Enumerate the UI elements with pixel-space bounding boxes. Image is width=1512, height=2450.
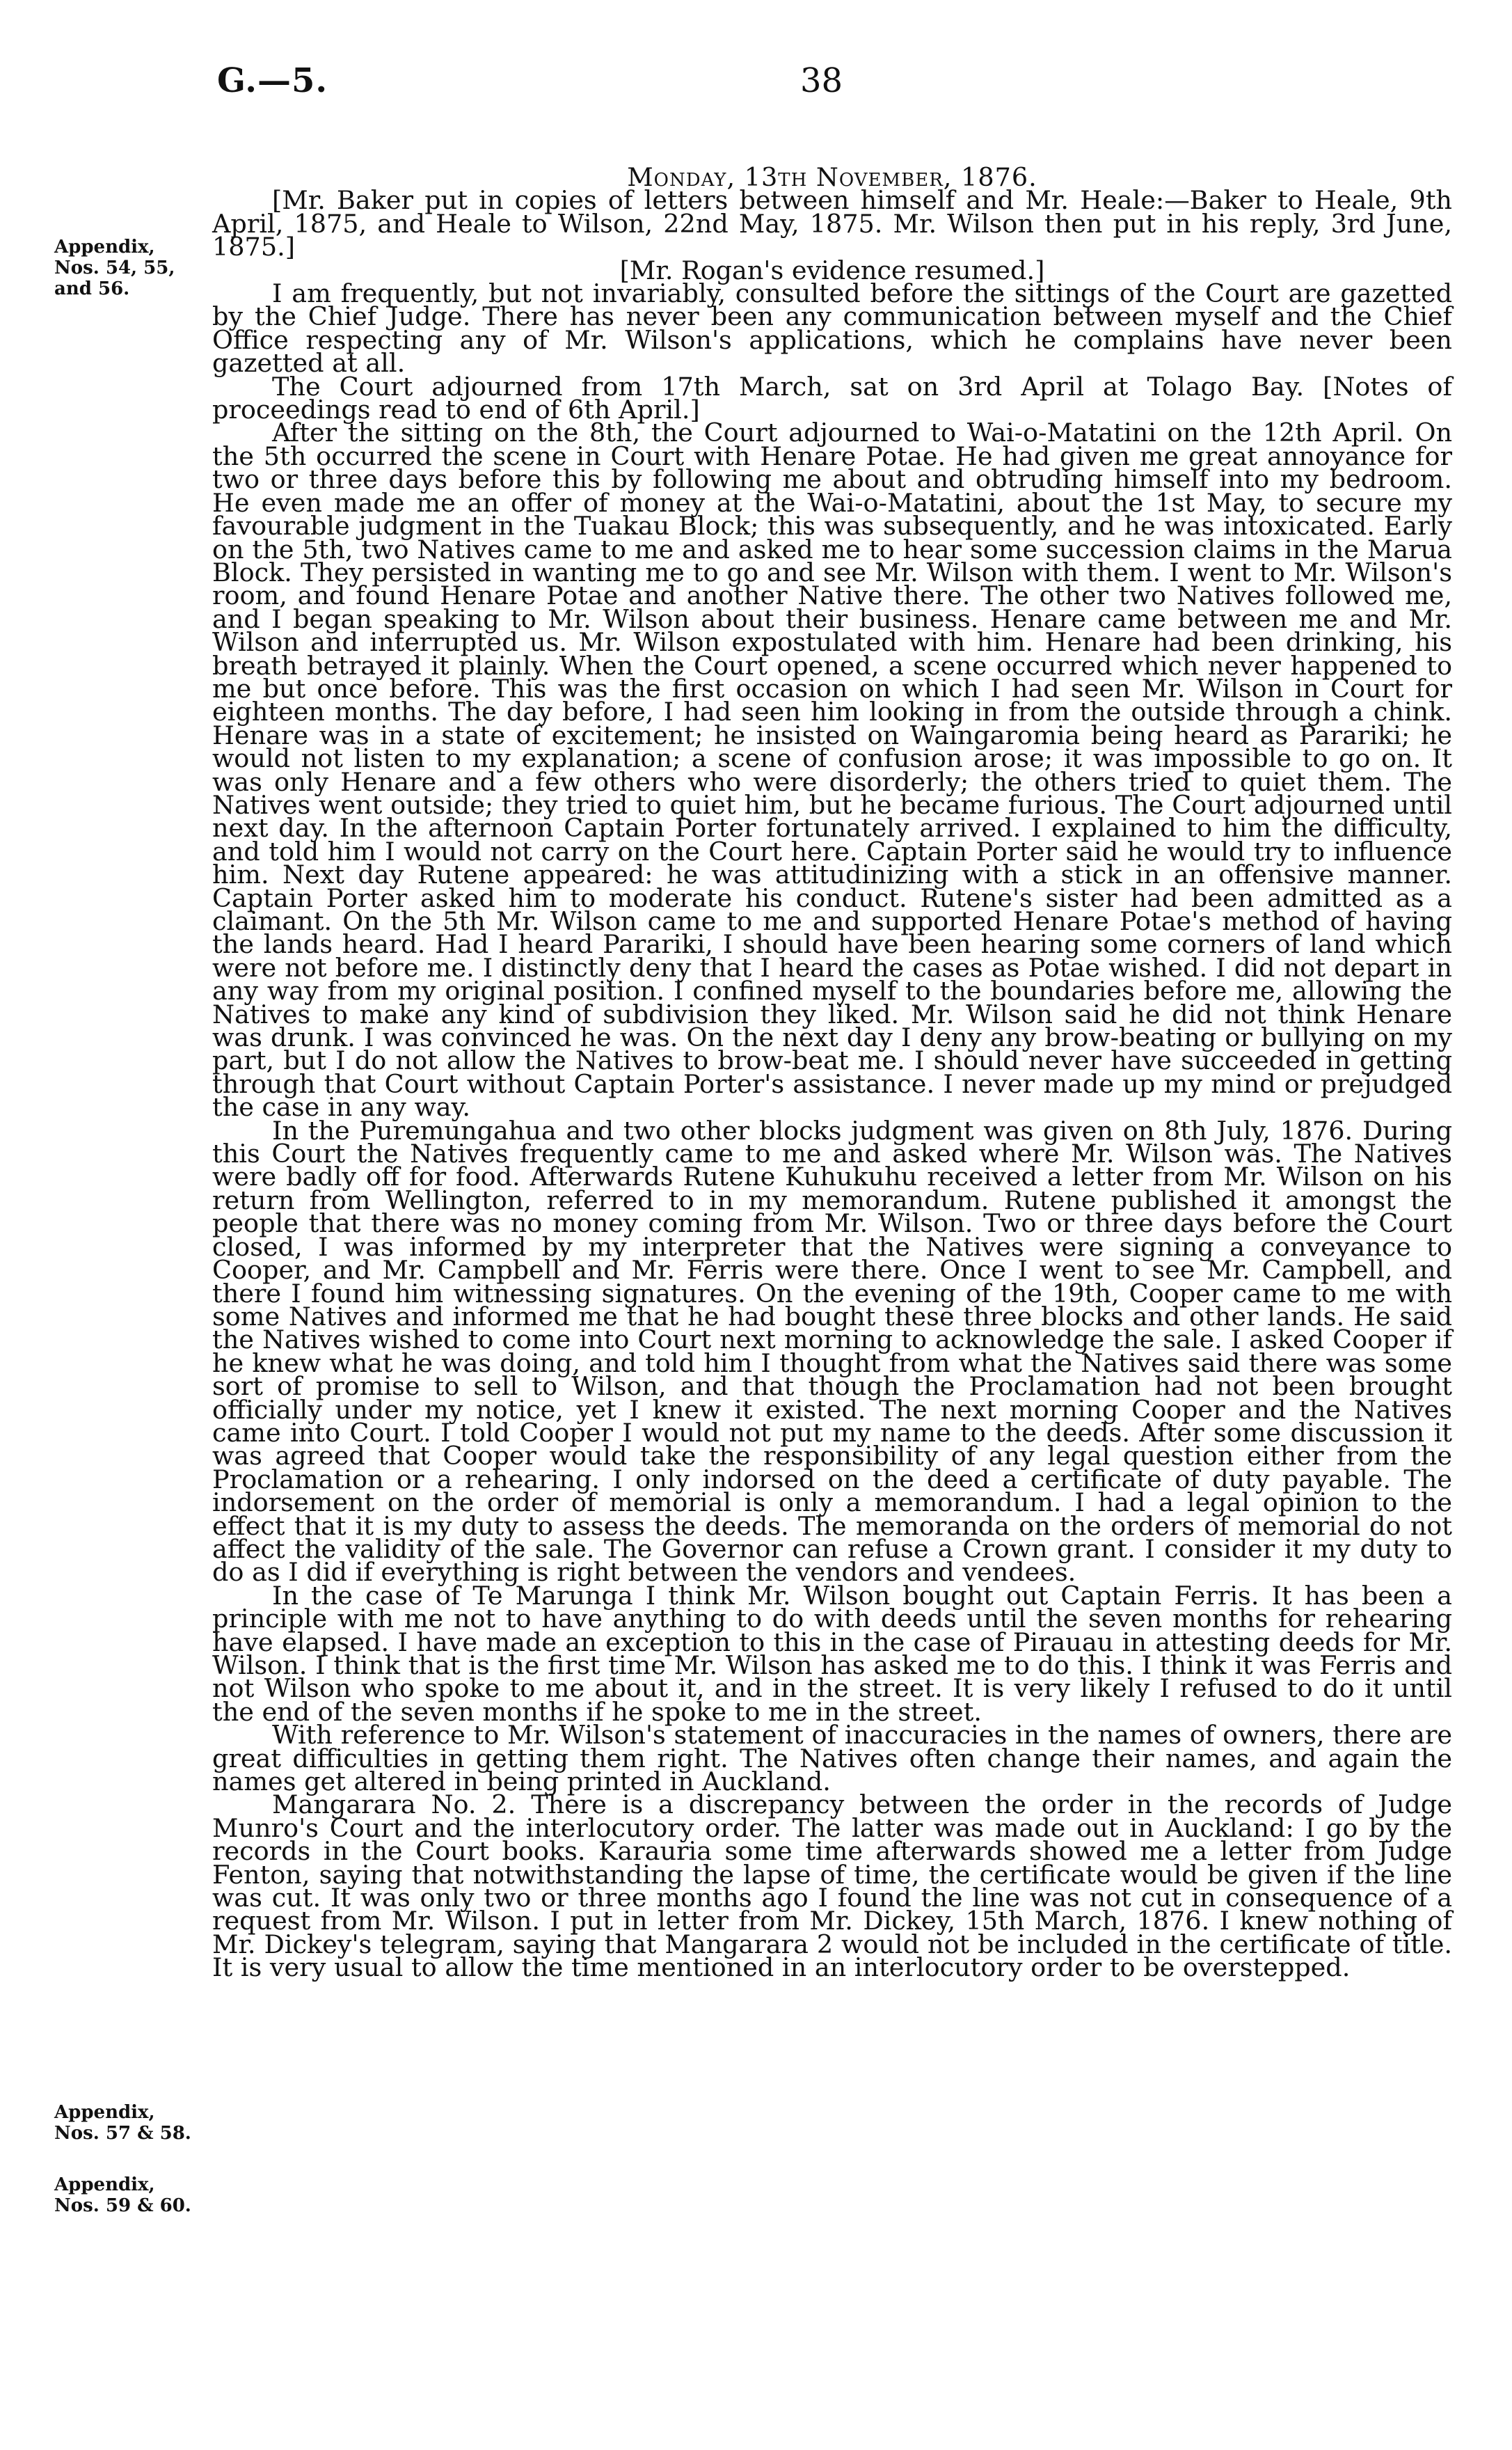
margin-note-line: Appendix,: [54, 237, 155, 258]
document-reference: G.—5.: [217, 61, 328, 100]
paragraph-mangarara: Mangarara No. 2. There is a discrepancy between the order in the records of Judge Munro's Court and the interlocutory order. The latter was made out in Auckland: I go by the records in the Court books. Karauria some time afterwards showed me a letter from Judge Fenton, saying that notwithstanding the lapse of time, the certificate would be given if the line was cut. It was only two or three months ago I found the line was not cut in consequence of a request from Mr. Wilson. I put in letter from Mr. Dickey, 15th March, 1876. I knew nothing of Mr. Dickey's telegram, saying that Mangarara 2 would not be included in the certificate of title. It is very usual to allow the time mentioned in an interlocutory order to be overstepped.: [212, 1789, 1452, 1983]
paragraph-court-adjourned: The Court adjourned from 17th March, sat on 3rd April at Tolago Bay. [Notes of proceedings read to end of 6th April.]: [212, 371, 1452, 425]
margin-note-appendix-54-56: [54, 237, 200, 299]
paragraph-henare-potae-scene: After the sitting on the 8th, the Court adjourned to Wai-o-Matatini on the 12th April. On the 5th occurred the scene in Court with Henare Potae. He had given me great annoyance for two or three days before this by following me about and obtruding himself into my bedroom. He even made me an offer of money at the Wai-o-Matatini, about the 1st May, to secure my favourable judgment in the Tuakau Block; this was subsequently, and he was intoxicated. Early on the 5th, two Natives came to me and asked me to hear some succession claims in the Marua Block. They persisted in wanting me to go and see Mr. Wilson with them. I went to Mr. Wilson's room, and found Henare Potae and another Native there. The other two Natives followed me, and I began speaking to Mr. Wilson about their business. Henare came between me and Mr. Wilson and interrupted us. Mr. Wilson expostulated with him. Henare had been drinking, his breath betrayed it plainly. When the Court opened, a scene occurred which never happened to me but once before. This was the first occasion on which I had seen Mr. Wilson in Court for eighteen months. The day before, I had seen him looking in from the outside through a chink. Henare was in a state of excitement; he insisted on Waingaromia being heard as Parariki; he would not listen to my explanation; a scene of confusion arose; it was impossible to go on. It was only Henare and a few others who were disorderly; the others tried to quiet them. The Natives went outside; they tried to quiet him, but he became furious. The Court adjourned until next day. In the afternoon Captain Porter fortunately arrived. I explained to him the difficulty, and told him I would not carry on the Court here. Captain Porter said he would try to influence him. Next day Rutene appeared: he was attitudinizing with a stick in an offensive manner. Captain Porter asked him to moderate his conduct. Rutene's sister had been admitted as a claimant. On the 5th Mr. Wilson came to me and supported Henare Potae's method of having the lands heard. Had I heard Parariki, I should have been hearing some corners of land which were not before me. I distinctly deny that I heard the cases as Potae wished. I did not depart in any way from my original position. I confined myself to the boundaries before me, allowing the Natives to make any kind of subdivision they liked. Mr. Wilson said he did not think Henare was drunk. I was convinced he was. On the next day I deny any brow-beating or bullying on my part, but I do not allow the Natives to brow-beat me. I should never have succeeded in getting through that Court without Captain Porter's assistance. I never made up my mind or prejudged the case in any way.: [212, 418, 1452, 1123]
margin-note-line: Nos. 54, 55,: [54, 258, 175, 278]
paragraph-inaccuracies: With reference to Mr. Wilson's statement of inaccuracies in the names of owners, there are great difficulties in getting them right. The Natives often change their names, and again the names get altered in being printed in Auckland.: [212, 1720, 1452, 1797]
paragraph-evidence-resumed: [Mr. Rogan's evidence resumed.]: [619, 255, 1045, 285]
document-body: [212, 162, 1452, 1983]
paragraph-puremungahua: In the Puremungahua and two other blocks judgment was given on 8th July, 1876. During this Court the Natives frequently came to me and asked where Mr. Wilson was. The Natives were badly off for food. Afterwards Rutene Kuhukuhu received a letter from Mr. Wilson on his return from Wellington, referred to in my memorandum. Rutene published it amongst the people that there was no money coming from Mr. Wilson. Two or three days before the Court closed, I was informed by my interpreter that the Natives were signing a conveyance to Cooper, and Mr. Campbell and Mr. Ferris were there. Once I went to see Mr. Campbell, and there I found him witnessing signatures. On the evening of the 19th, Cooper came to me with some Natives and informed me that he had bought these three blocks and other lands. He said the Natives wished to come into Court next morning to acknowledge the sale. I asked Cooper if he knew what he was doing, and told him I thought from what the Natives said there was some sort of promise to sell to Wilson, and that though the Proclamation had not been brought officially under my notice, yet I knew it existed. The next morning Cooper and the Natives came into Court. I told Cooper I would not put my name to the deeds. After some discussion it was agreed that Cooper would take the responsibility of any legal question either from the Proclamation or a rehearing. I only indorsed on the deed a certificate of duty payable. The indorsement on the order of memorial is only a memorandum. I had a legal opinion to the effect that it is my duty to assess the deeds. The memoranda on the orders of memorial do not affect the validity of the sale. The Governor can refuse a Crown grant. I consider it my duty to do as I did if everything is right between the vendors and vendees.: [212, 1115, 1452, 1588]
paragraph-consultation: I am frequently, but not invariably, consulted before the sittings of the Court are gazetted by the Chief Judge. There has never been any communication between myself and the Chief Office respecting any of Mr. Wilson's applications, which he complains have never been gazetted at all.: [212, 278, 1452, 379]
margin-note-line: and 56.: [54, 278, 130, 299]
sitting-date: Monday, 13th November, 1876.: [627, 162, 1037, 192]
paragraph-documents-put-in: [Mr. Baker put in copies of letters between himself and Mr. Heale:—Baker to Heale, 9th April, 1875, and Heale to Wilson, 22nd May, 1875. Mr. Wilson then put in his reply, 3rd June, 1875.]: [212, 185, 1452, 262]
margin-note-line: Appendix,: [54, 2102, 155, 2123]
margin-note-appendix-57-58: [54, 2102, 200, 2144]
margin-note-line: Nos. 57 & 58.: [54, 2123, 191, 2144]
margin-note-appendix-59-60: [54, 2174, 200, 2216]
margin-note-line: Nos. 59 & 60.: [54, 2195, 191, 2216]
paragraph-te-marunga: In the case of Te Marunga I think Mr. Wilson bought out Captain Ferris. It has been a principle with me not to have anything to do with deeds until the seven months for rehearing have elapsed. I have made an exception to this in the case of Pirauau in attesting deeds for Mr. Wilson. I think that is the first time Mr. Wilson has asked me to do this. I think it was Ferris and not Wilson who spoke to me about it, and in the street. It is very likely I refused to do it until the end of the seven months if he spoke to me in the street.: [212, 1580, 1452, 1727]
page-number: 38: [800, 61, 843, 100]
margin-note-line: Appendix,: [54, 2174, 155, 2195]
